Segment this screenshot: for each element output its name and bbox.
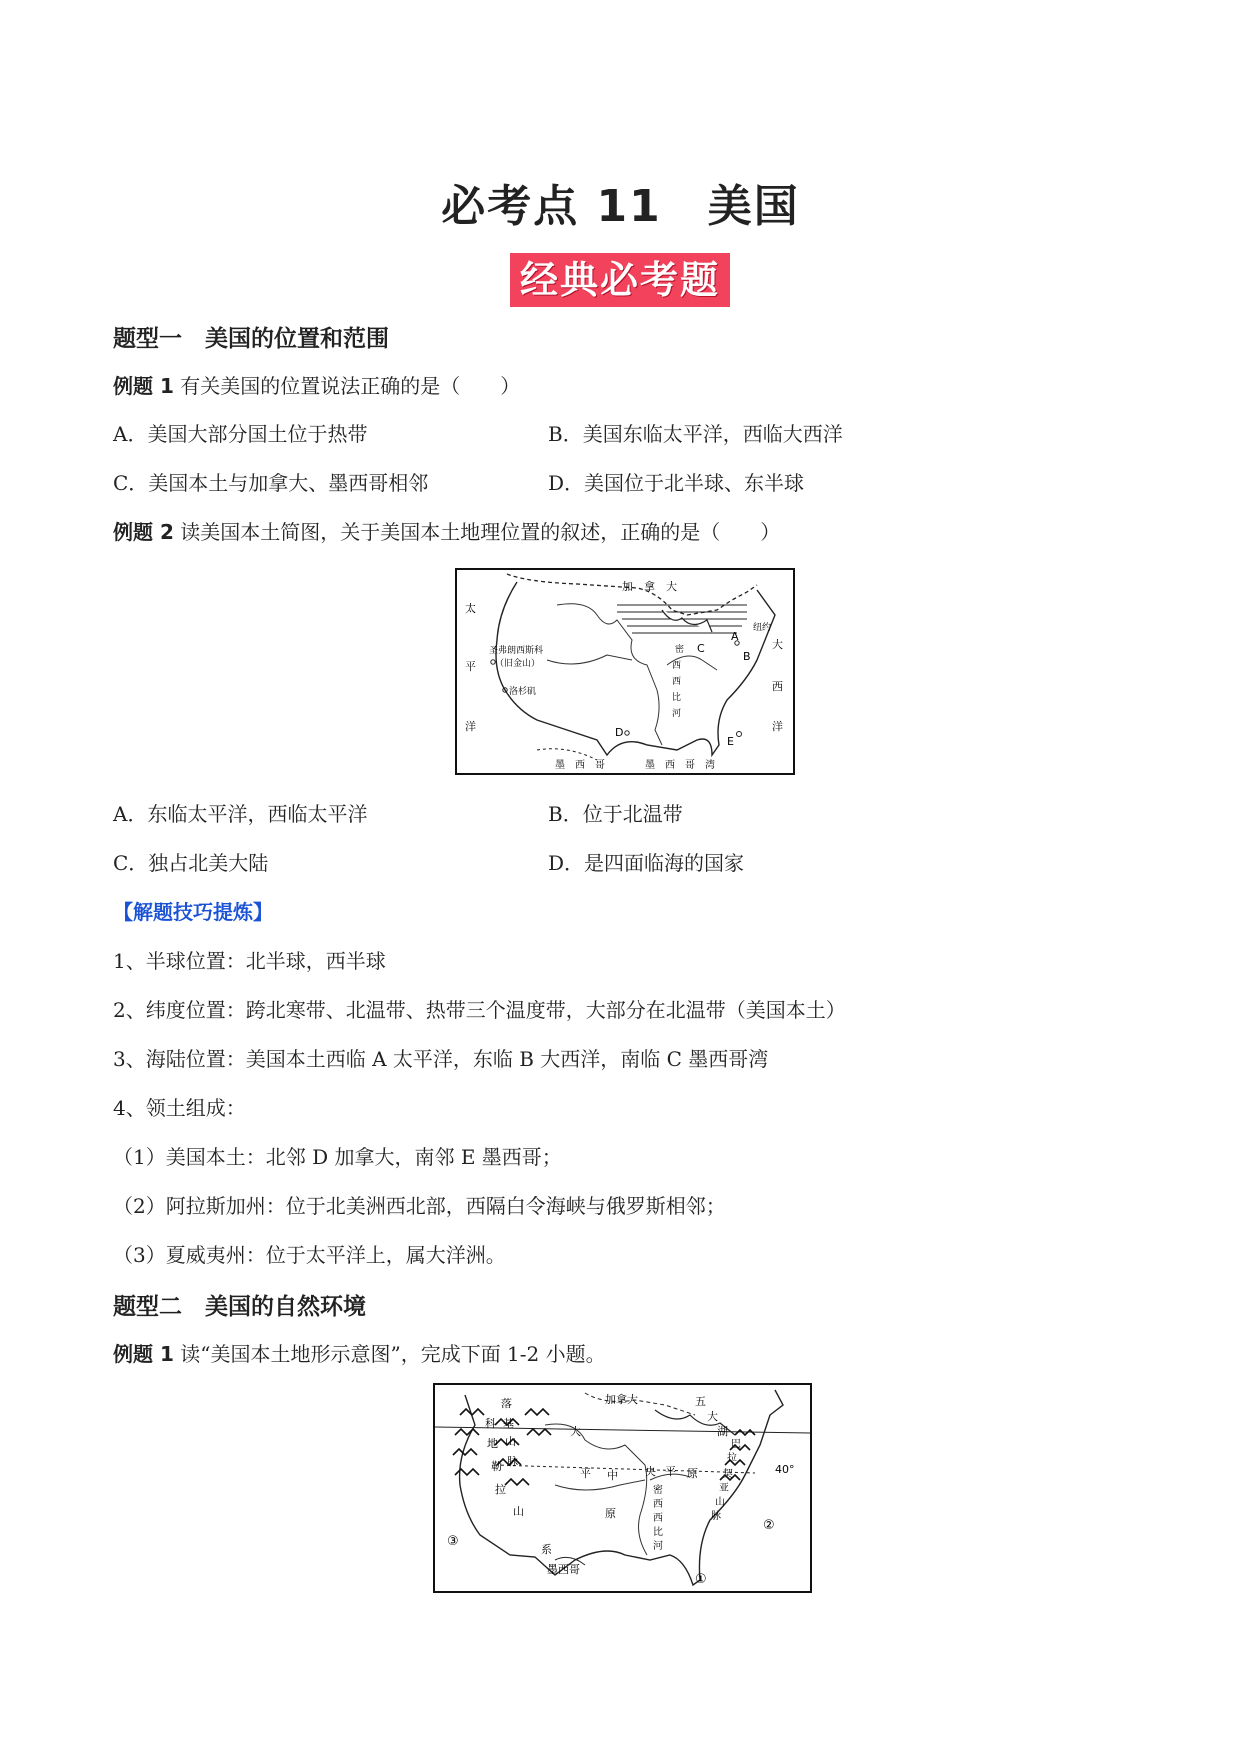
map2-lakes-2: 大 bbox=[707, 1410, 718, 1423]
map1-label-miss-2: 西 bbox=[672, 661, 682, 671]
map2-cordillera-5: 山 bbox=[513, 1505, 524, 1518]
tip-4: 4、领土组成： bbox=[113, 1096, 246, 1120]
map1-label-miss-5: 河 bbox=[672, 709, 682, 719]
map2-circle-2: ② bbox=[763, 1518, 775, 1533]
map1-label-la: 洛杉矶 bbox=[509, 687, 537, 697]
map2-yuan: 原 bbox=[605, 1507, 616, 1520]
map2-app-3: 契 bbox=[723, 1469, 733, 1480]
map1-label-sf2: （旧金山） bbox=[495, 659, 541, 669]
map2-app-2: 拉 bbox=[727, 1453, 737, 1464]
map1-label-pacific-1: 太 bbox=[465, 602, 476, 615]
section-badge: 经典必考题 bbox=[510, 253, 730, 307]
map1-label-atlantic-3: 洋 bbox=[772, 720, 783, 733]
map2-app-6: 脉 bbox=[711, 1511, 721, 1522]
question-text: 有关美国的位置说法正确的是（ ） bbox=[180, 374, 521, 398]
map1-label-atlantic-2: 西 bbox=[772, 680, 783, 693]
map2-plain-1: 大 bbox=[570, 1425, 581, 1438]
map2-circle-1: ① bbox=[695, 1572, 707, 1587]
map2-circle-3: ③ bbox=[447, 1534, 459, 1549]
option-c: C．美国本土与加拿大、墨西哥相邻 bbox=[113, 471, 429, 495]
question-1 bbox=[113, 370, 520, 399]
map1-label-pacific-3: 洋 bbox=[465, 720, 476, 733]
q2-option-d: D．是四面临海的国家 bbox=[548, 851, 745, 875]
map1-label-mexico: 墨 西 哥 bbox=[555, 760, 605, 771]
map2-rocky-4: 脉 bbox=[507, 1455, 518, 1468]
map1-label-gulf: 墨 西 哥 湾 bbox=[645, 760, 715, 771]
map2-plain-5: 平 bbox=[665, 1465, 676, 1478]
q2-option-c: C．独占北美大陆 bbox=[113, 851, 269, 875]
map2-rocky-2: 基 bbox=[503, 1417, 514, 1430]
map2-app-4: 亚 bbox=[719, 1483, 729, 1494]
map2-miss-2: 西 bbox=[653, 1499, 663, 1510]
map2-miss-3: 西 bbox=[653, 1513, 663, 1524]
map1-label-miss-4: 比 bbox=[672, 693, 682, 703]
question-text: 读“美国本土地形示意图”，完成下面 1-2 小题。 bbox=[180, 1342, 606, 1366]
q2-option-b: B．位于北温带 bbox=[548, 802, 683, 826]
map1-point-d: D bbox=[615, 726, 624, 739]
map2-miss-4: 比 bbox=[653, 1527, 663, 1538]
map2-app-1: 巴 bbox=[731, 1439, 741, 1450]
map1-label-canada: 加 拿 大 bbox=[622, 580, 677, 593]
map1-label-miss-1: 密 bbox=[675, 645, 685, 655]
map2-plain-4: 央 bbox=[645, 1465, 656, 1478]
map2-lakes-3: 湖 bbox=[717, 1425, 728, 1438]
map2-label-canada: 加拿大 bbox=[605, 1393, 638, 1406]
map2-cordillera-3: 勒 bbox=[491, 1460, 502, 1473]
question-label: 例题 1 bbox=[113, 374, 174, 398]
map2-mexico: 墨西哥 bbox=[547, 1563, 580, 1576]
map2-lat: 40° bbox=[775, 1463, 795, 1476]
map2-cordillera-2: 地 bbox=[487, 1437, 498, 1450]
map1-point-c: C bbox=[697, 642, 705, 655]
usa-terrain-map bbox=[433, 1383, 812, 1593]
map2-plain-6: 原 bbox=[687, 1467, 698, 1480]
tip-7: （3）夏威夷州：位于太平洋上，属大洋洲。 bbox=[113, 1243, 506, 1267]
section1-heading: 题型一 美国的位置和范围 bbox=[113, 326, 389, 352]
map2-rocky-3: 山 bbox=[505, 1435, 516, 1448]
map2-miss-5: 河 bbox=[653, 1541, 663, 1552]
map1-label-miss-3: 西 bbox=[672, 677, 682, 687]
map2-miss-1: 密 bbox=[653, 1485, 663, 1496]
tip-2: 2、纬度位置：跨北寒带、北温带、热带三个温度带，大部分在北温带（美国本土） bbox=[113, 998, 846, 1022]
option-a: A．美国大部分国土位于热带 bbox=[113, 422, 368, 446]
tip-6: （2）阿拉斯加州：位于北美洲西北部，西隔白令海峡与俄罗斯相邻； bbox=[113, 1194, 726, 1218]
tips-heading: 【解题技巧提炼】 bbox=[113, 900, 273, 924]
question-text: 读美国本土简图，关于美国本土地理位置的叙述，正确的是（ ） bbox=[180, 520, 781, 544]
option-d: D．美国位于北半球、东半球 bbox=[548, 471, 805, 495]
map2-rocky-1: 落 bbox=[501, 1397, 512, 1410]
map2-cordillera-1: 科 bbox=[485, 1417, 496, 1430]
option-b: B．美国东临太平洋，西临大西洋 bbox=[548, 422, 843, 446]
map1-label-sf: 圣弗朗西斯科 bbox=[489, 646, 544, 656]
q2-option-a: A．东临太平洋，西临太平洋 bbox=[113, 802, 368, 826]
tip-5: （1）美国本土：北邻 D 加拿大，南邻 E 墨西哥； bbox=[113, 1145, 562, 1169]
section2-heading: 题型二 美国的自然环境 bbox=[113, 1294, 366, 1320]
question-label: 例题 1 bbox=[113, 1342, 174, 1366]
usa-outline-map bbox=[455, 568, 795, 775]
map1-label-atlantic-1: 大 bbox=[772, 638, 783, 651]
map2-plain-2: 平 bbox=[580, 1467, 591, 1480]
map1-point-a: A bbox=[731, 630, 739, 643]
map2-cordillera-6: 系 bbox=[541, 1543, 552, 1556]
map2-cordillera-4: 拉 bbox=[495, 1483, 506, 1496]
question-label: 例题 2 bbox=[113, 520, 174, 544]
map1-label-pacific-2: 平 bbox=[465, 660, 476, 673]
map1-point-b: B bbox=[743, 650, 751, 663]
map2-lakes-1: 五 bbox=[695, 1395, 706, 1408]
map1-label-ny: 纽约 bbox=[753, 623, 772, 633]
page-title: 必考点 11 美国 bbox=[441, 181, 800, 232]
tip-1: 1、半球位置：北半球，西半球 bbox=[113, 949, 386, 973]
question-2 bbox=[113, 516, 780, 545]
map2-plain-3: 中 bbox=[607, 1469, 618, 1482]
section2-question-1 bbox=[113, 1338, 606, 1367]
tip-3: 3、海陆位置：美国本土西临 A 太平洋，东临 B 大西洋，南临 C 墨西哥湾 bbox=[113, 1047, 769, 1071]
map1-point-e: E bbox=[727, 735, 734, 748]
map2-app-5: 山 bbox=[715, 1497, 725, 1508]
